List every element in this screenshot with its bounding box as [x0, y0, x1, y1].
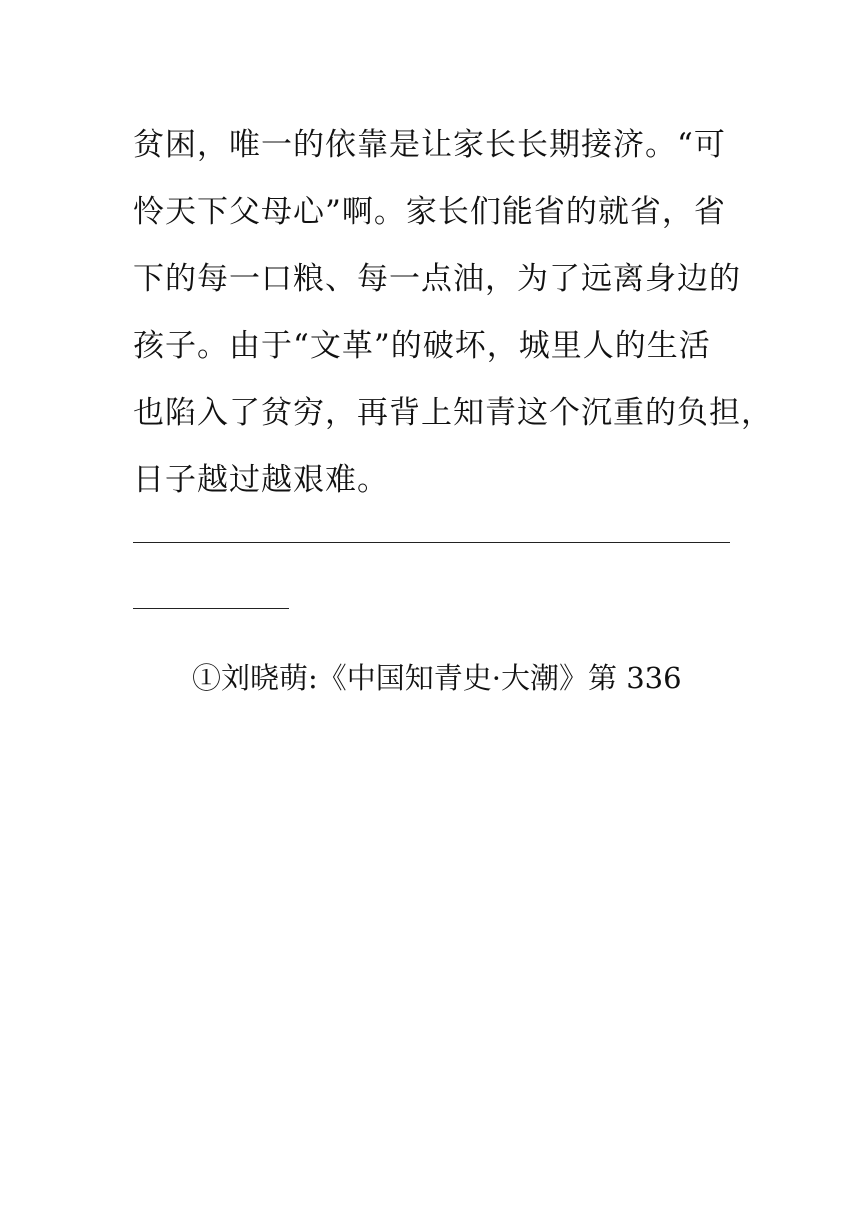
body-line-3: 下的每一口粮、每一点油，为了远离身边的 — [133, 261, 741, 297]
footnote-separator-rule — [133, 608, 289, 609]
body-line-1: 贫困，唯一的依靠是让家长长期接济。“可 — [133, 127, 726, 163]
footnote: ①刘晓萌:《中国知青史·大潮》第 336 — [192, 661, 682, 695]
body-line-2: 怜天下父母心”啊。家长们能省的就省，省 — [133, 194, 726, 230]
body-paragraph — [133, 112, 773, 514]
body-line-4: 孩子。由于“文革”的破坏，城里人的生活 — [133, 328, 711, 364]
body-line-5: 也陷入了贫穷，再背上知青这个沉重的负担， — [133, 395, 773, 431]
separator-rule — [133, 542, 730, 543]
body-line-6: 日子越过越艰难。 — [133, 462, 389, 498]
